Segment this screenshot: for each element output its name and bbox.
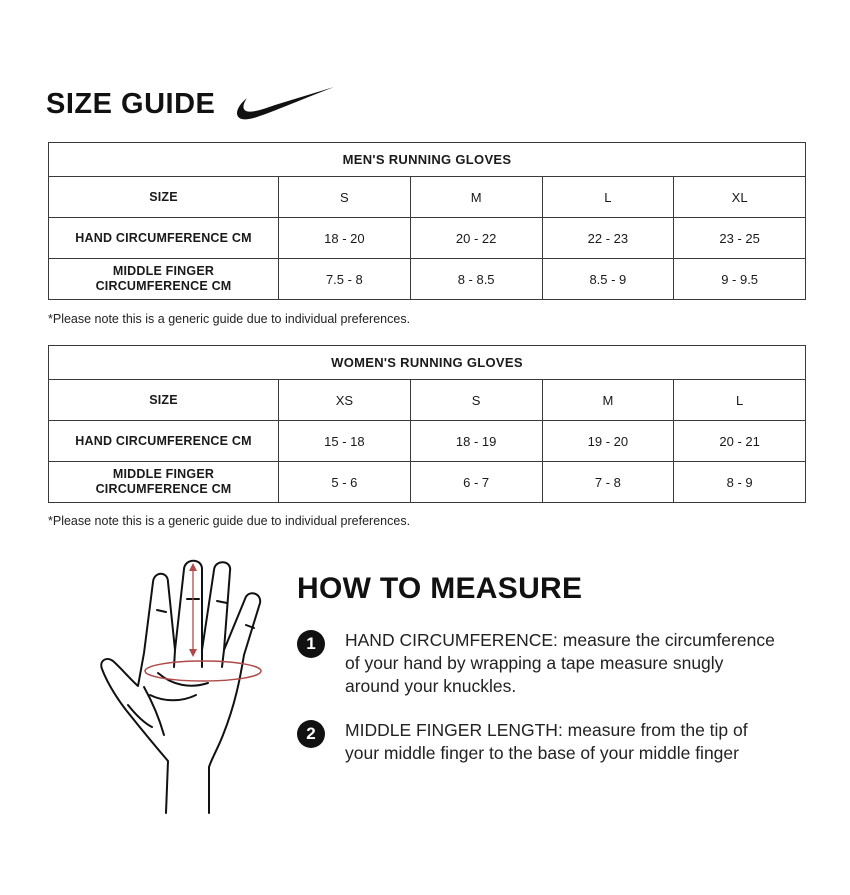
- nike-swoosh-logo: [235, 84, 335, 124]
- size-header: SIZE: [49, 177, 279, 218]
- hand-illustration: [98, 555, 273, 815]
- mens-size-table: [48, 142, 806, 300]
- value-cell: 22 - 23: [542, 218, 674, 259]
- middle-finger-label: [49, 462, 279, 503]
- value-cell: 9 - 9.5: [674, 259, 806, 300]
- step-number-badge: 1: [297, 630, 325, 658]
- size-cell: L: [542, 177, 674, 218]
- value-cell: 18 - 20: [279, 218, 411, 259]
- step-number-badge: 2: [297, 720, 325, 748]
- mens-note: *Please note this is a generic guide due to individual preferences.: [48, 312, 411, 326]
- value-cell: 23 - 25: [674, 218, 806, 259]
- how-to-measure-title: HOW TO MEASURE: [297, 572, 583, 605]
- middle-finger-label-line1: MIDDLE FINGER: [112, 467, 215, 481]
- middle-finger-label-line2: CIRCUMFERENCE CM: [95, 279, 232, 293]
- header: [46, 80, 335, 128]
- value-cell: 8 - 8.5: [410, 259, 542, 300]
- step-text: MIDDLE FINGER LENGTH: measure from the tip of your middle finger to the base of your middle finger: [345, 720, 748, 763]
- size-cell: XS: [279, 380, 411, 421]
- step-hand-circumference: [297, 629, 775, 698]
- value-cell: 7.5 - 8: [279, 259, 411, 300]
- step-text: HAND CIRCUMFERENCE: measure the circumference of your hand by wrapping a tape measure snugly around your knuckles.: [345, 630, 775, 696]
- size-cell: XL: [674, 177, 806, 218]
- value-cell: 19 - 20: [542, 421, 674, 462]
- value-cell: 5 - 6: [279, 462, 411, 503]
- hand-circumference-label: HAND CIRCUMFERENCE CM: [49, 218, 279, 259]
- value-cell: 8 - 9: [674, 462, 806, 503]
- step-middle-finger-length: [297, 719, 775, 765]
- size-cell: L: [674, 380, 806, 421]
- womens-note: *Please note this is a generic guide due to individual preferences.: [48, 514, 411, 528]
- value-cell: 20 - 22: [410, 218, 542, 259]
- value-cell: 7 - 8: [542, 462, 674, 503]
- middle-finger-label: [49, 259, 279, 300]
- womens-size-table: [48, 345, 806, 503]
- size-cell: S: [410, 380, 542, 421]
- hand-circumference-label: HAND CIRCUMFERENCE CM: [49, 421, 279, 462]
- middle-finger-label-line2: CIRCUMFERENCE CM: [95, 482, 232, 496]
- size-cell: S: [279, 177, 411, 218]
- value-cell: 15 - 18: [279, 421, 411, 462]
- size-cell: M: [410, 177, 542, 218]
- page-title: SIZE GUIDE: [46, 87, 216, 120]
- mens-table-title: MEN'S RUNNING GLOVES: [49, 143, 806, 177]
- value-cell: 18 - 19: [410, 421, 542, 462]
- value-cell: 20 - 21: [674, 421, 806, 462]
- middle-finger-label-line1: MIDDLE FINGER: [112, 264, 215, 278]
- size-cell: M: [542, 380, 674, 421]
- size-header: SIZE: [49, 380, 279, 421]
- value-cell: 6 - 7: [410, 462, 542, 503]
- value-cell: 8.5 - 9: [542, 259, 674, 300]
- womens-table-title: WOMEN'S RUNNING GLOVES: [49, 346, 806, 380]
